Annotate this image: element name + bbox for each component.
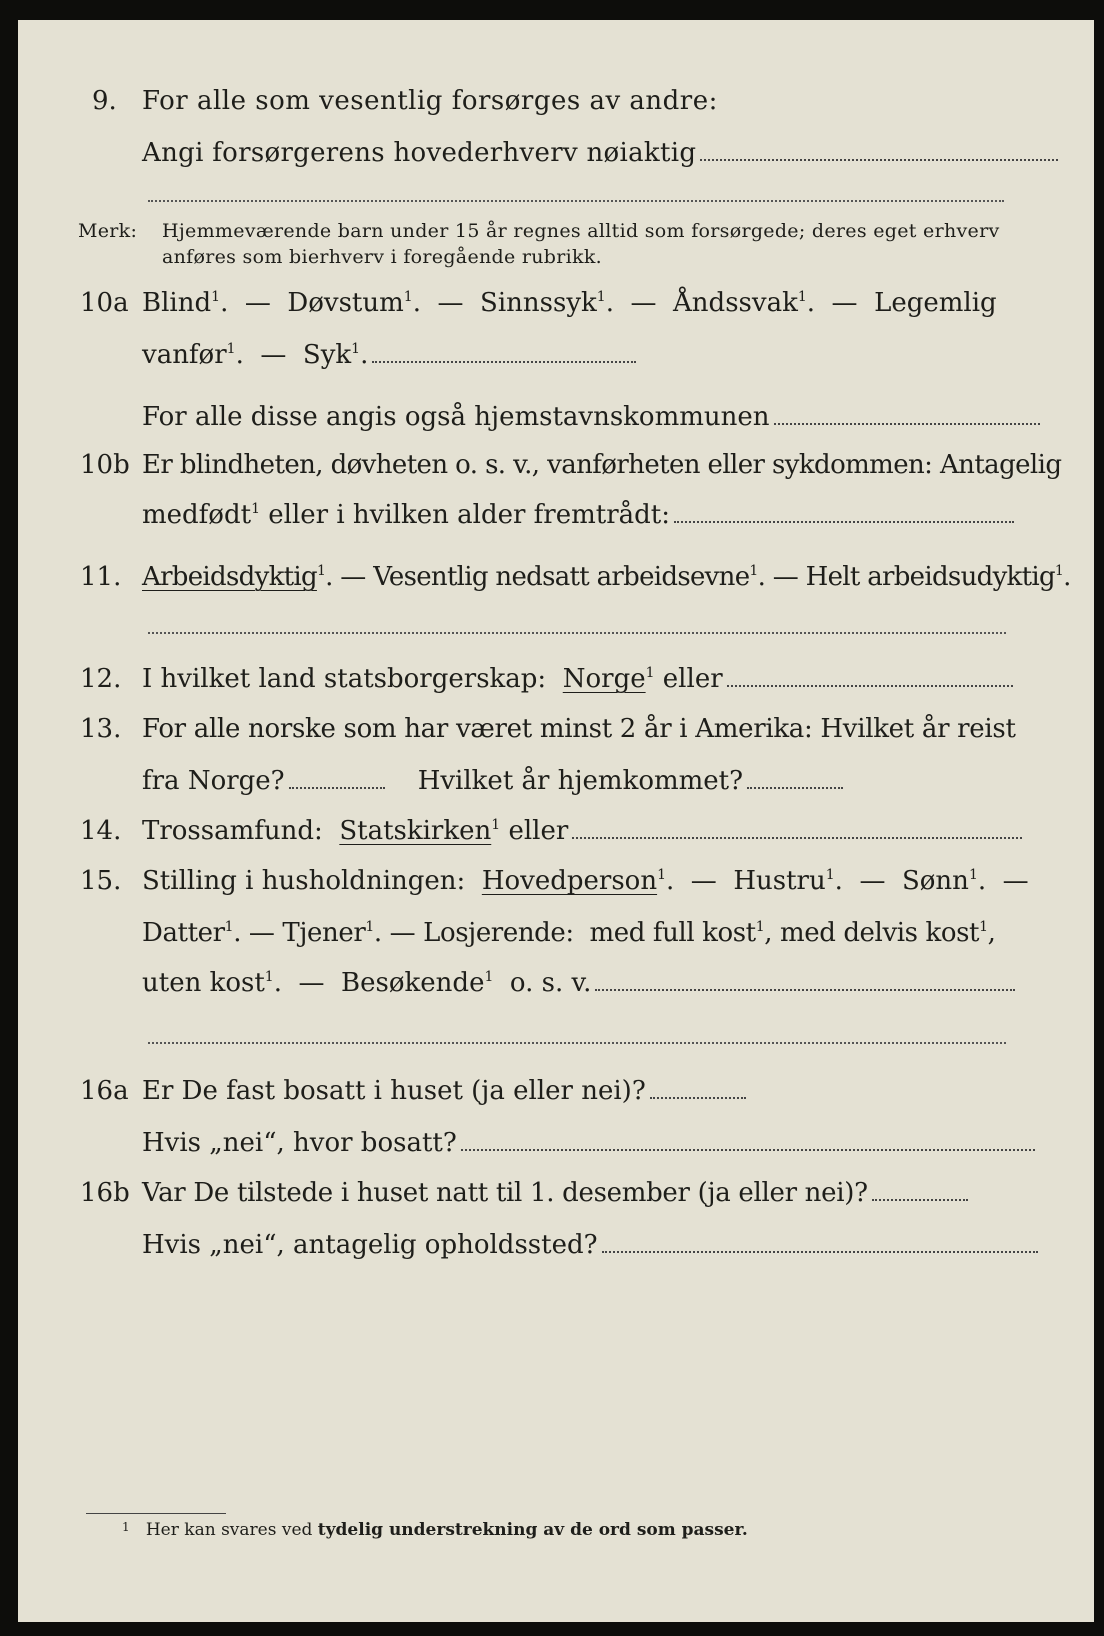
q12-number: 12. [80,664,122,694]
q9-line1: For alle som vesentlig forsørges av andre: [142,86,718,116]
footnote-ref: 1 [484,969,494,985]
footnote-ref: 1 [1054,563,1064,579]
dash: — [1002,866,1029,896]
dash: — [244,288,271,318]
q12-text: I hvilket land statsborgerskap: [142,664,547,694]
q15-line1: Stilling i husholdningen: Hovedperson$^1$. — Hustru$^1$. — Sønn$^1$. — [142,866,1029,896]
q13-line1: For alle norske som har været minst 2 år i Amerika: Hvilket år reist [142,714,1016,744]
dash: — [859,866,886,896]
reist-year-field[interactable] [289,787,385,789]
footnote-ref: 1 [797,289,807,305]
footnote-ref: 1 [645,665,655,681]
dash: — [690,866,717,896]
q10b-line1: Er blindheten, døvheten o. s. v., vanførheten eller sykdommen: Antagelig [142,450,1062,480]
q10a-line3 [142,400,1040,434]
q14-number: 14. [80,816,122,846]
option-tjener[interactable]: Tjener [282,918,366,948]
q13-hjemkommet: Hvilket år hjemkommet? [417,766,744,796]
dash: — [298,968,325,998]
merk-label: Merk: [78,220,138,242]
q16a-line2 [142,1126,1035,1160]
footnote-ref: 1 [755,919,765,935]
q16b-number: 16b [80,1178,130,1208]
merk-line2: anføres som bierhverv i foregående rubrikk. [162,246,602,268]
option-helt-arbeidsudyktig[interactable]: Helt arbeidsudyktig [805,562,1055,592]
option-hovedperson[interactable]: Hovedperson [481,866,658,896]
q14-line1 [142,814,1022,848]
option-medfodt[interactable]: medfødt [142,500,252,530]
footnote-ref: 1 [657,867,666,883]
q12-answer-field[interactable] [727,685,1013,687]
option-syk[interactable]: Syk [302,340,352,370]
q16b-opholdssted-field[interactable] [602,1251,1038,1253]
q12-eller: eller [662,664,723,694]
dash: — [389,918,416,948]
footnote-ref: 1 [211,289,221,305]
q10a-line3-text: For alle disse angis også hjemstavnskommunen [142,402,770,432]
option-full-kost[interactable]: med full kost [589,918,756,948]
footnote-ref: 1 [749,563,758,579]
q9-line2-text: Angi forsørgerens hovederhverv nøiaktig [142,138,697,168]
dash: — [260,340,287,370]
dash: — [831,288,858,318]
q15-line3: uten kost$^1$. — Besøkende$^1$ o. s. v. [142,966,1015,1000]
q10a-answer-field[interactable] [372,361,636,363]
footnote-ref: 1 [226,341,236,357]
footnote-ref: 1 [825,867,835,883]
option-statskirken[interactable]: Statskirken [339,816,492,846]
option-andssvak[interactable]: Åndssvak [673,288,798,318]
q15-text: Stilling i husholdningen: [142,866,466,896]
option-arbeidsdyktig[interactable]: Arbeidsdyktig [142,562,317,592]
q10b-line2 [142,498,1014,532]
dash: — [437,288,464,318]
q13-number: 13. [80,714,122,744]
q16a-bosatt-field[interactable] [461,1149,1035,1151]
q16a-line1 [142,1074,746,1108]
option-dovstum[interactable]: Døvstum [287,288,404,318]
option-legemlig[interactable]: Legemlig [874,288,997,318]
footnote-ref: 1 [968,867,978,883]
option-blind[interactable]: Blind [142,288,212,318]
q16b-line2 [142,1228,1038,1262]
dash: — [248,918,275,948]
footnote-ref: 1 [351,341,361,357]
footnote-ref: 1 [491,817,501,833]
footnote-rule [86,1513,226,1514]
dash: — [772,562,799,592]
footnote-ref: 1 [264,969,274,985]
q9-answer-line[interactable] [148,200,1004,202]
footnote-ref: 1 [251,501,260,517]
option-sonn[interactable]: Sønn [901,866,969,896]
footnote-ref: 1 [596,289,606,305]
merk-line1: Hjemmeværende barn under 15 år regnes alltid som forsørgede; deres eget erhverv [162,220,1000,242]
q9-number: 9. [92,86,117,116]
footnote-plain: Her kan svares ved [145,1520,313,1540]
q11-number: 11. [80,562,122,592]
q16b-opholdssted: Hvis „nei“, antagelig opholdssted? [142,1230,598,1260]
footnote-ref: 1 [316,563,326,579]
q9-line2 [142,136,1058,170]
q15-number: 15. [80,866,122,896]
q14-answer-field[interactable] [572,837,1022,839]
q12-line1 [142,662,1013,696]
q14-eller: eller [508,816,569,846]
footnote-ref: 1 [224,919,234,935]
q10a-line1: Blind$^1$. — Døvstum$^1$. — Sinnssyk$^1$. — Åndssvak$^1$. — Legemlig [142,288,997,318]
q10a-line2: vanfør$^1$. — Syk$^1$. [142,338,636,372]
option-uten-kost[interactable]: uten kost [142,968,265,998]
option-besokende[interactable]: Besøkende [341,968,485,998]
q9-answer-field[interactable] [700,159,1058,161]
option-norge[interactable]: Norge [562,664,646,694]
census-form-page [18,20,1094,1622]
option-sinnssyk[interactable]: Sinnssyk [480,288,597,318]
q10a-number: 10a [80,288,129,318]
footnote-ref: 1 [365,919,374,935]
q16a-answer-field[interactable] [650,1097,746,1099]
losjerende-label: Losjerende: [423,918,574,948]
q15-osv: o. s. v. [509,968,592,998]
footnote [122,1520,748,1540]
q10b-number: 10b [80,450,130,480]
q16b-question: Var De tilstede i huset natt til 1. desember (ja eller nei)? [142,1178,868,1208]
q16a-question: Er De fast bosatt i huset (ja eller nei)? [142,1076,646,1106]
option-delvis-kost[interactable]: med delvis kost [779,918,980,948]
footnote-ref: 1 [403,289,413,305]
option-datter[interactable]: Datter [142,918,225,948]
footnote-mark: 1 [122,1520,130,1534]
option-vesentlig-nedsatt[interactable]: Vesentlig nedsatt arbeidsevne [373,562,750,592]
q14-text: Trossamfund: [142,816,323,846]
q15-answer-line[interactable] [148,1042,1006,1044]
q16a-number: 16a [80,1076,129,1106]
q13-fra-norge: fra Norge? [142,766,285,796]
footnote-bold: tydelig understrekning av de ord som passer. [317,1520,748,1540]
option-hustru[interactable]: Hustru [733,866,826,896]
q16b-line1 [142,1176,968,1210]
hjemkommet-year-field[interactable] [747,787,843,789]
q16b-answer-field[interactable] [872,1199,968,1201]
q10b-answer-field[interactable] [674,521,1014,523]
q15-answer-field[interactable] [595,989,1015,991]
hjemstavn-answer-field[interactable] [774,423,1040,425]
footnote-ref: 1 [979,919,988,935]
q15-line2: Datter$^1$. — Tjener$^1$. — Losjerende: med full kost$^1$, med delvis kost$^1$, [142,918,996,948]
q13-line2 [142,764,843,798]
option-vanfor[interactable]: vanfør [142,340,227,370]
q11-answer-line[interactable] [148,632,1006,634]
q11-line1: Arbeidsdyktig$^1$. — Vesentlig nedsatt arbeidsevne$^1$. — Helt arbeidsudyktig$^1$. [142,562,1071,592]
dash: — [630,288,657,318]
q16a-hvor-bosatt: Hvis „nei“, hvor bosatt? [142,1128,457,1158]
dash: — [340,562,366,592]
q10b-line2-text: eller i hvilken alder fremtrådt: [268,500,671,530]
